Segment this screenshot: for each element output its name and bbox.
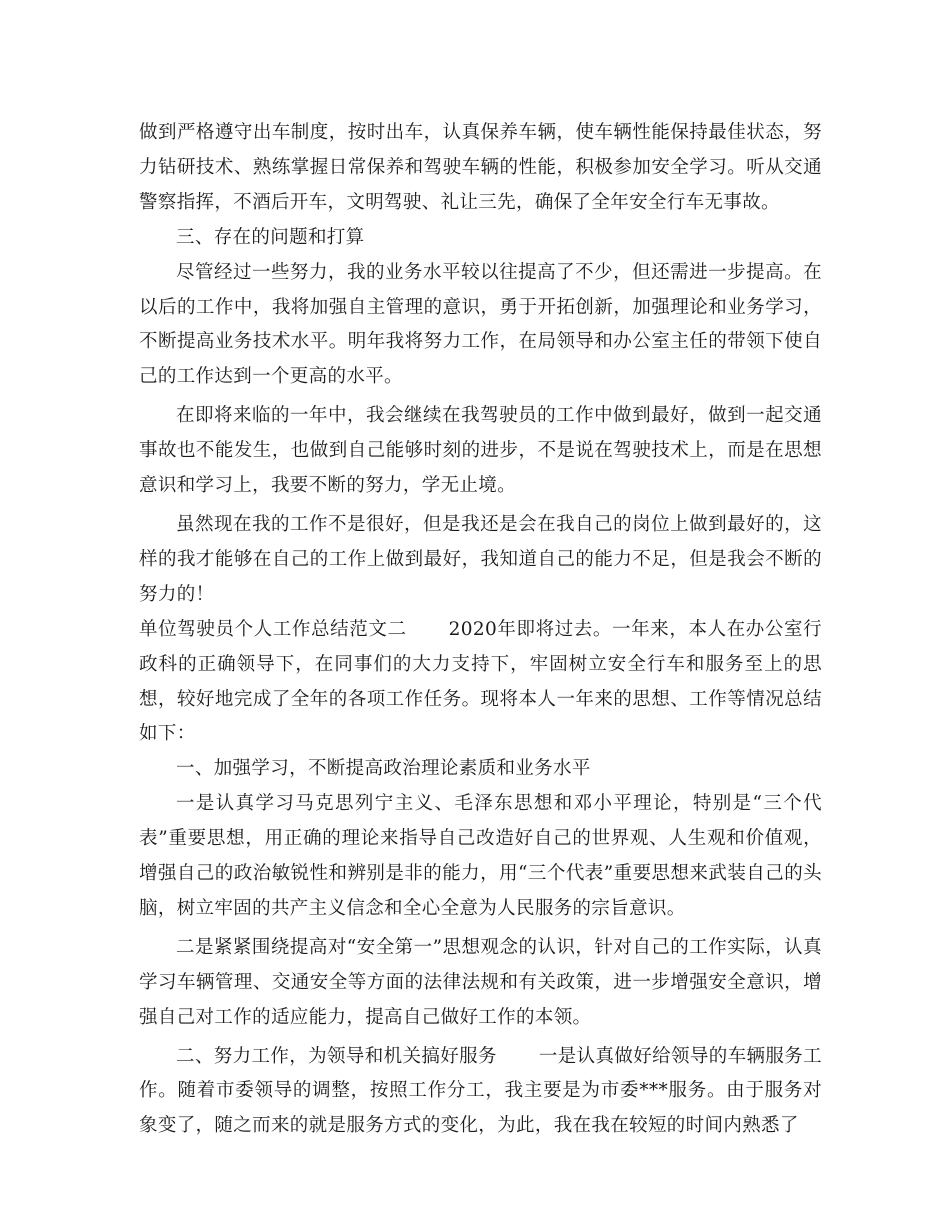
paragraph: 虽然现在我的工作不是很好，但是我还是会在我自己的岗位上做到最好的，这样的我才能够在自己的工作上做到最好，我知道自己的能力不足，但是我会不断的努力的！ <box>139 513 822 605</box>
paragraph: 在即将来临的一年中，我会继续在我驾驶员的工作中做到最好，做到一起交通事故也不能发生，也做到自己能够时刻的进步，不是说在驾驶技术上，而是在思想意识和学习上，我要不断的努力，学无止境。 <box>139 405 822 497</box>
document-body <box>139 116 822 1144</box>
section-heading-problems: 三、存在的问题和打算 <box>176 226 365 248</box>
heading-text: 二、努力工作，为领导和机关搞好服务 <box>176 1045 497 1067</box>
paragraph: 一是认真学习马克思列宁主义、毛泽东思想和邓小平理论，特别是“三个代表”重要思想，用正确的理论来指导自己改造好自己的世界观、人生观和价值观，增强自己的政治敏锐性和辨别是非的能力，用“三个代表”重要思想来武装自己的头脑，树立牢固的共产主义信念和全心全意为人民服务的宗旨意识。 <box>139 793 822 919</box>
section-intro <box>139 613 822 753</box>
paragraph: 二是紧紧围绕提高对“安全第一”思想观念的认识，针对自己的工作实际，认真学习车辆管理、交通安全等方面的法律法规和有关政策，进一步增强安全意识，增强自己对工作的适应能力，提高自己做好工作的本领。 <box>139 936 822 1028</box>
section-heading-study: 一、加强学习，不断提高政治理论素质和业务水平 <box>176 758 591 780</box>
section-heading-service <box>139 1040 822 1145</box>
paragraph: 尽管经过一些努力，我的业务水平较以往提高了不少，但还需进一步提高。在以后的工作中，我将加强自主管理的意识，勇于开拓创新，加强理论和业务学习，不断提高业务技术水平。明年我将努力工作，在局领导和办公室主任的带领下使自己的工作达到一个更高的水平。 <box>139 261 822 388</box>
section-title: 单位驾驶员个人工作总结范文二 <box>139 618 407 640</box>
heading-body: 一是认真做好给领导的车辆服务工作。随着市委领导的调整，按照工作分工，我主要是为市委***服务。由于服务对象变了，随之而来的就是服务方式的变化，为此，我在我在较短的时间内熟悉了 <box>139 1045 822 1137</box>
paragraph-continued: 做到严格遵守出车制度，按时出车，认真保养车辆，使车辆性能保持最佳状态，努力钻研技术、熟练掌握日常保养和驾驶车辆的性能，积极参加安全学习。听从交通警察指挥，不酒后开车，文明驾驶、礼让三先，确保了全年安全行车无事故。 <box>139 122 822 213</box>
section-intro-text: 2020年即将过去。一年来，本人在办公室行政科的正确领导下，在同事们的大力支持下，牢固树立安全行车和服务至上的思想，较好地完成了全年的各项工作任务。现将本人一年来的思想、工作等情况总结如下： <box>139 618 822 745</box>
